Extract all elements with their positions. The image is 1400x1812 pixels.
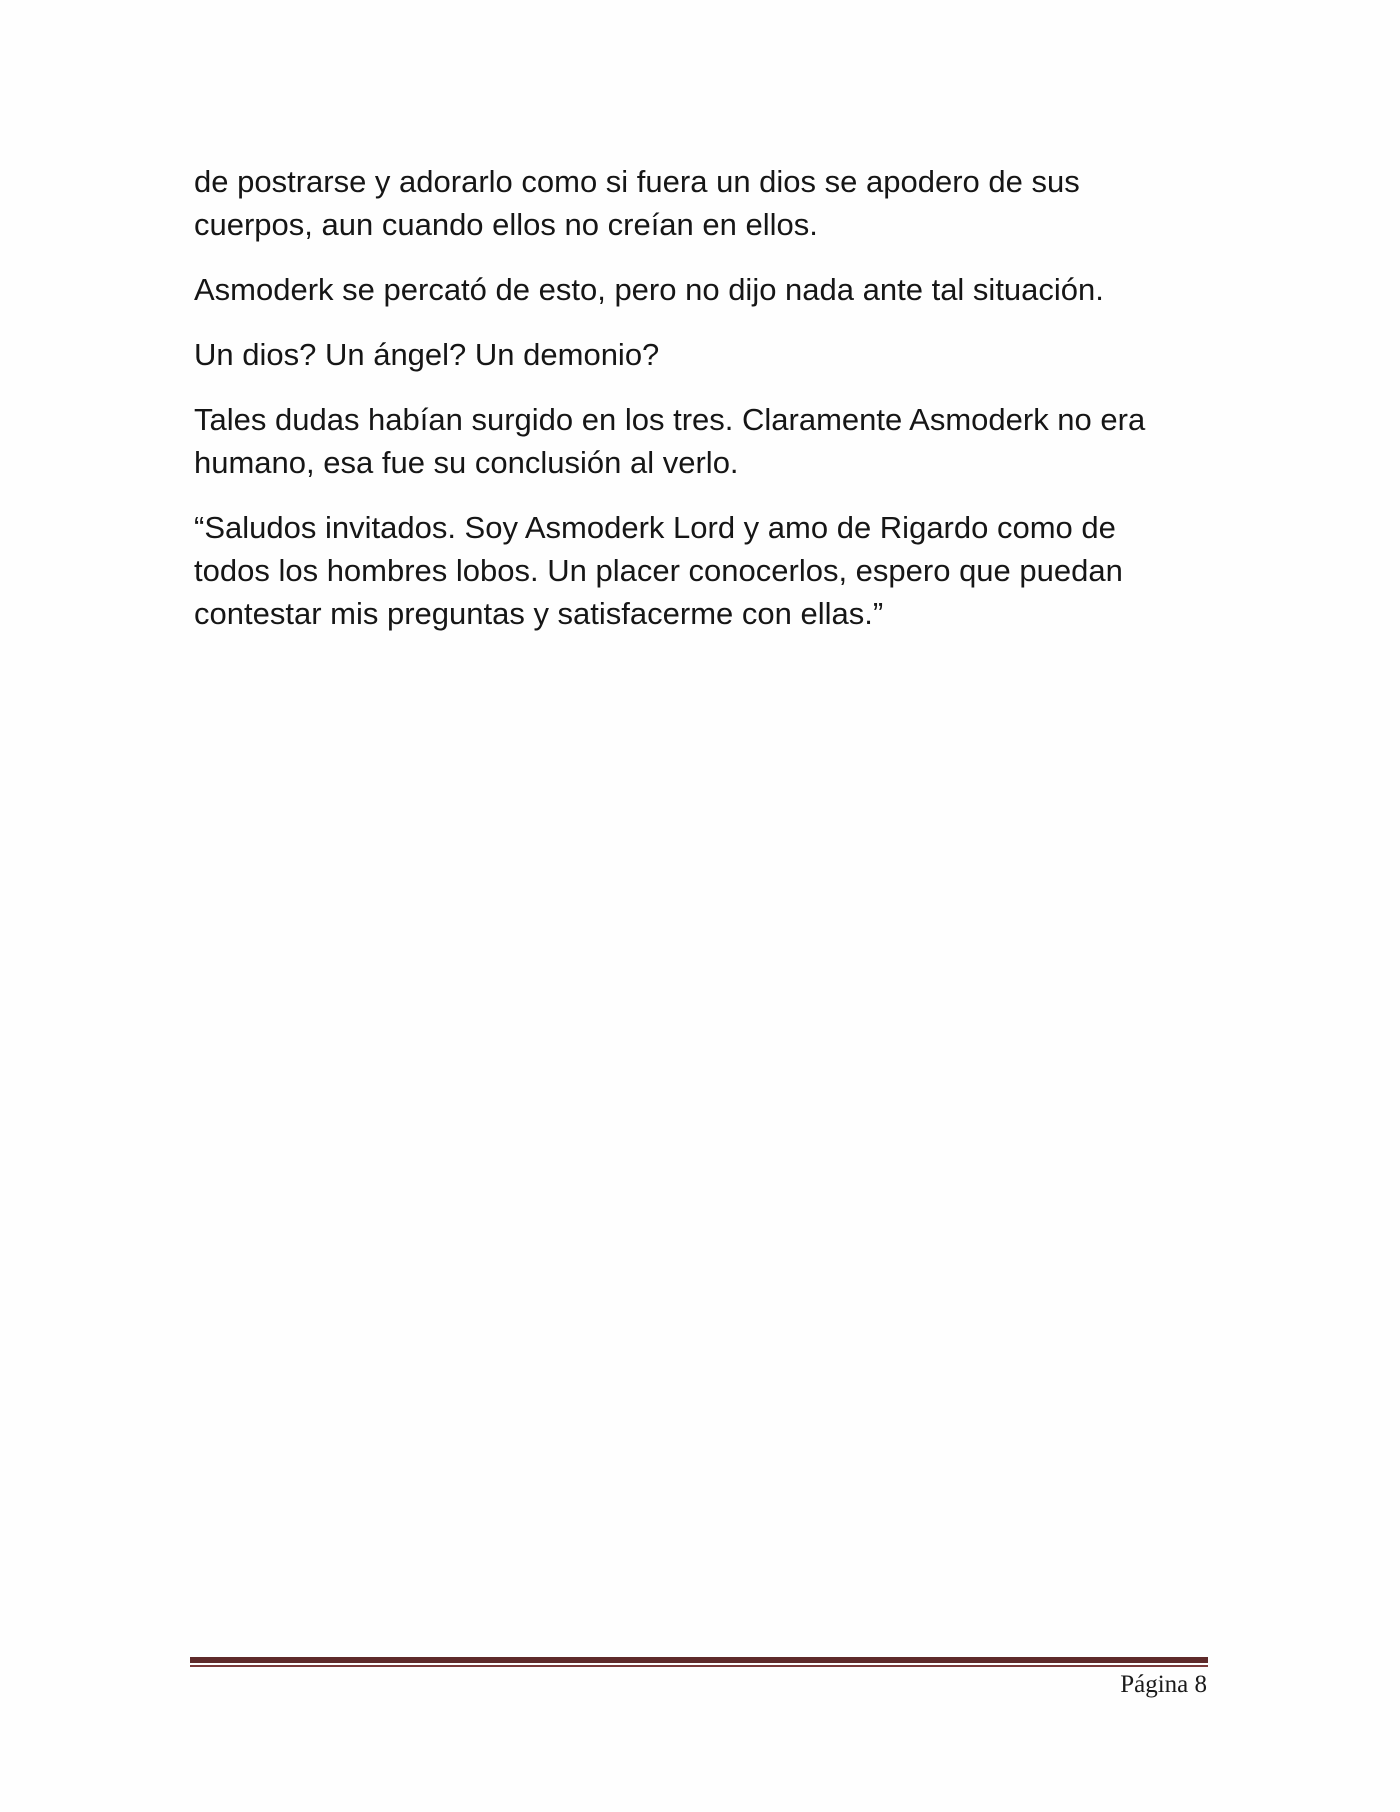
paragraph: Asmoderk se percató de esto, pero no dijo nada ante tal situación. bbox=[194, 272, 1104, 307]
footer-divider-thick-line bbox=[190, 1657, 1208, 1663]
paragraph: de postrarse y adorarlo como si fuera un dios se apodero de sus cuerpos, aun cuando ellos no creían en ellos. bbox=[194, 164, 1080, 242]
paragraph: Tales dudas habían surgido en los tres. Claramente Asmoderk no era humano, esa fue su conclusión al verlo. bbox=[194, 402, 1146, 480]
page-number: Página 8 bbox=[1120, 1671, 1207, 1698]
footer-divider-thin-line bbox=[190, 1665, 1208, 1667]
paragraph: Un dios? Un ángel? Un demonio? bbox=[194, 337, 660, 372]
paragraph: “Saludos invitados. Soy Asmoderk Lord y amo de Rigardo como de todos los hombres lobos. Un placer conocerlos, espero que puedan contestar mis preguntas y satisfacerme con ellas.” bbox=[194, 510, 1123, 631]
footer-divider bbox=[190, 1657, 1208, 1667]
body-text bbox=[194, 160, 1234, 657]
